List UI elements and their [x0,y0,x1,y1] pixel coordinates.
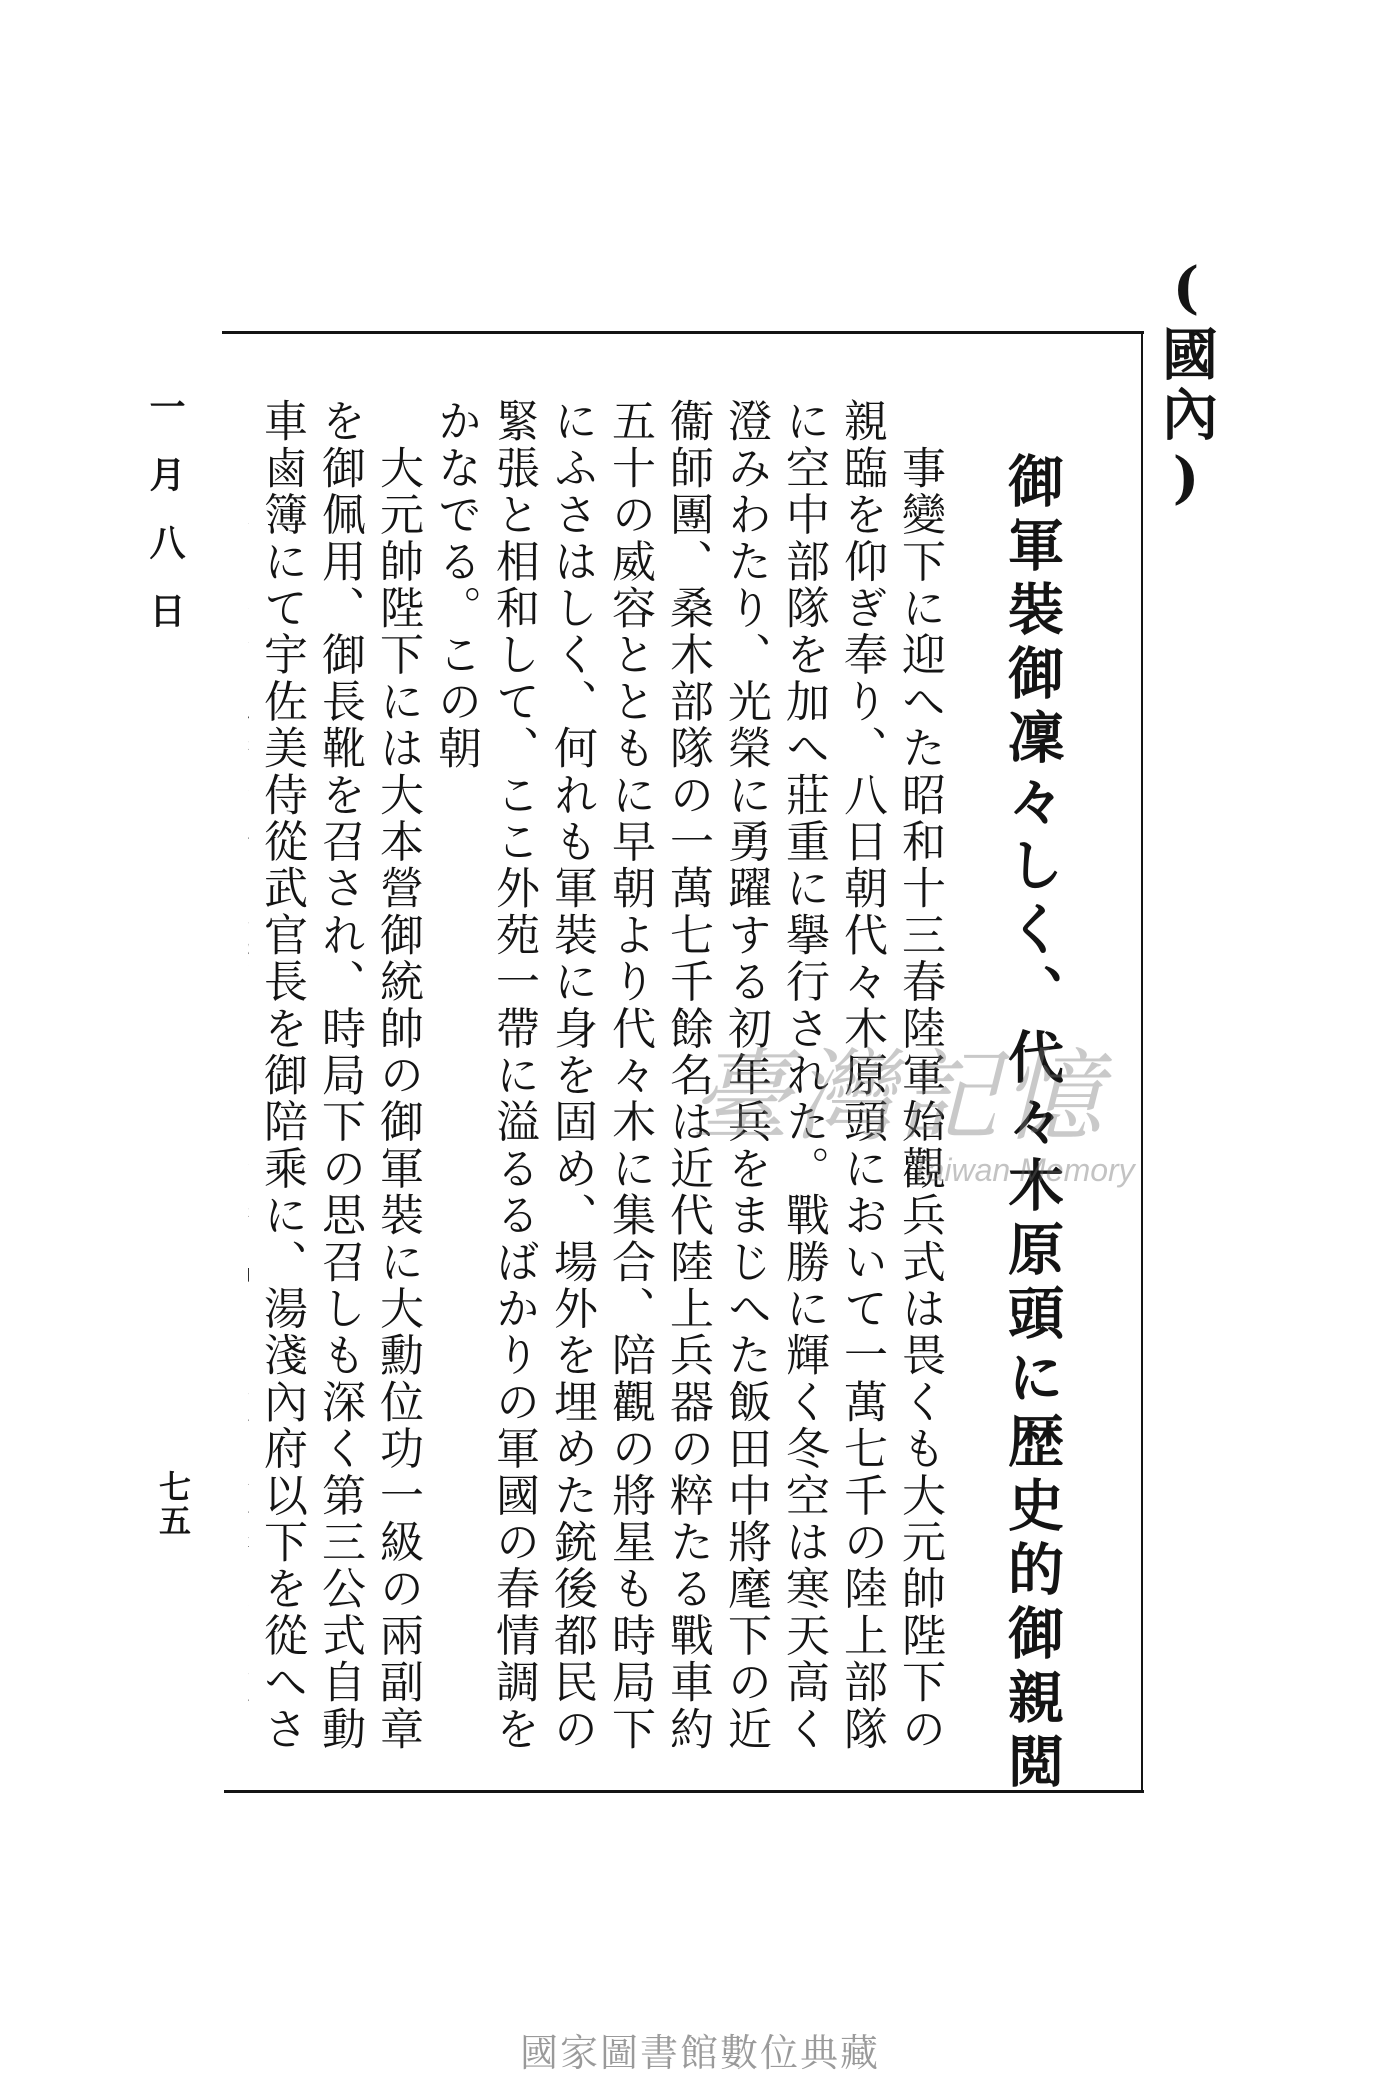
section-label: (國內) [1153,255,1219,515]
frame-top-rule [222,331,1144,334]
article-title: 御軍裝御凜々しく、代々木原頭に歴史的御親閲 [999,452,1065,1796]
date-label: 一月八日 [144,388,186,660]
watermark-text: 臺灣記憶 [690,1038,1106,1155]
footer-credit: 國家圖書館數位典藏 [519,2031,880,2075]
frame-right-rule [1141,331,1143,1791]
page-number: 七五 [154,1470,192,1538]
article-paragraph: 大元帥陛下には大本營御統帥の御軍裝に大勳位功一級の兩副章を御佩用、御長靴を召され、時局下の思召しも深く第三公式自動車鹵簿にて宇佐美侍從武官長を御陪乘に、湯淺內府以下を從へさ [256,398,423,1753]
article-paragraph: 事變下に迎へた昭和十三春陸軍始觀兵式は畏くも大元帥陛下の親臨を仰ぎ奉り、八日朝代々木原頭において一萬七千の陸上部隊に空中部隊を加へ莊重に擧行された。戰勝に輝く冬空は寒天高く澄みわたり、光榮に勇躍する初年兵をまじへた飯田中將麾下の近衞師團、桑木部隊の一萬七千餘名は近代陸上兵器の粹たる戰車約五十の威容とともに早朝より代々木に集合、陪觀の將星も時局下にふさはしく、何れも軍裝に身を固め、場外を埋めた銃後都民の緊張と相和して、ここ外苑一帶に溢るるばかりの軍國の春情調をかなでる。この朝 [430,398,945,1753]
watermark-subtext: Taiwan Memory [910,1152,1135,1188]
article-body [248,398,948,1778]
